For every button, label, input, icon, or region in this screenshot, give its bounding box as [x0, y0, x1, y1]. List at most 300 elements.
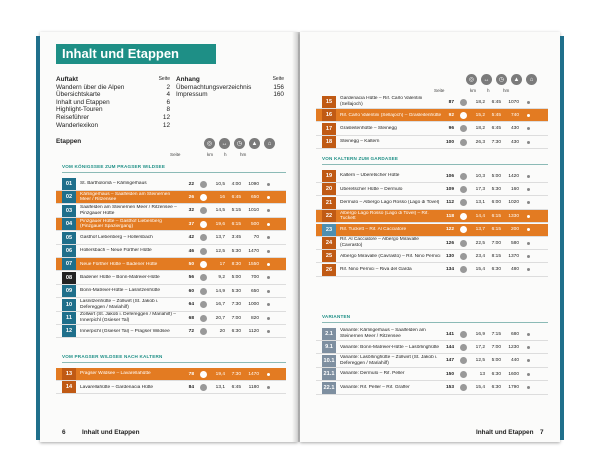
toc-entry-label: Impressum: [176, 91, 208, 99]
stage-row[interactable]: [56, 245, 286, 258]
stage-km: 13,7: [215, 235, 225, 241]
hut-icon: [527, 127, 530, 130]
stage-name: Lavarellahütte – Gardenacia Hütte: [80, 384, 154, 390]
stage-number: 26: [322, 264, 336, 276]
col-h: h: [487, 88, 490, 93]
hut-icon: [267, 386, 270, 389]
stage-page: 153: [445, 385, 454, 391]
stages-title: Etappen: [56, 138, 82, 145]
footer-title: Inhalt und Etappen: [82, 429, 140, 436]
stage-km: 14,9: [215, 288, 225, 294]
stage-km: 10,5: [215, 181, 225, 187]
toc-entry-label: Highlight-Touren: [56, 106, 103, 114]
stage-name: St. Bartholomä – Kärlingerhaus: [80, 181, 147, 187]
stage-number: 06: [62, 245, 76, 257]
stage-ascent: 1180: [248, 384, 259, 390]
stage-hours: 6:15: [231, 221, 241, 227]
stage-page: 118: [446, 213, 454, 219]
stage-name: Pragser Wildsee – Lavarellahütte: [80, 371, 151, 377]
stage-km: 10,3: [475, 173, 485, 179]
stage-row[interactable]: [316, 96, 548, 109]
difficulty-icon: [200, 328, 207, 335]
stage-number: 12: [62, 325, 76, 337]
stage-km: 13: [479, 371, 485, 377]
hut-icon: [527, 346, 530, 349]
stage-page: 56: [188, 275, 194, 281]
difficulty-icon: [460, 266, 467, 273]
stage-page: 141: [445, 331, 454, 337]
stage-km: 17,3: [475, 186, 485, 192]
stage-ascent: 430: [510, 126, 519, 132]
stage-hours: 5:45: [491, 112, 501, 118]
hut-icon: [527, 242, 530, 245]
stage-page: 46: [188, 248, 194, 254]
toc-entry[interactable]: [56, 106, 170, 114]
difficulty-icon: [460, 331, 467, 338]
toc-entry[interactable]: [176, 91, 284, 99]
stage-km: 13,7: [475, 227, 485, 233]
stage-km: 16,7: [215, 302, 225, 308]
stage-name: Neue Fürther Hütte – Badener Hütte: [80, 261, 158, 267]
toc-entry-page: 2: [166, 83, 170, 91]
stage-row[interactable]: [56, 218, 286, 231]
difficulty-icon: [460, 357, 467, 364]
hut-icon: [527, 101, 530, 104]
group-heading-1: VOM KÖNIGSSEE ZUM PRAGSER WILDSEE: [62, 164, 166, 169]
stage-ascent: 430: [510, 139, 519, 145]
stage-hours: 6:30: [491, 267, 501, 273]
toc-entry-page: 12: [162, 113, 170, 121]
toc-anhang: [176, 76, 284, 99]
toc-entry-page: 6: [166, 98, 170, 106]
stage-ascent: 700: [250, 275, 259, 281]
stage-row[interactable]: [316, 197, 548, 210]
hut-icon: [527, 215, 530, 218]
stage-ascent: 1230: [508, 344, 519, 350]
right-page: [300, 32, 560, 442]
stage-page: 37: [188, 221, 194, 227]
stage-row[interactable]: [316, 170, 548, 183]
open-book: [40, 32, 560, 444]
stage-hours: 5:00: [231, 275, 241, 281]
stage-ascent: 1600: [508, 371, 519, 377]
stage-name: Steinegg – Kaltern: [340, 139, 380, 145]
stage-row[interactable]: [316, 237, 548, 250]
stage-hours: 7:00: [491, 240, 501, 246]
stage-name: Pinzgauer Hütte – Gasthof Liebenberg (Pinzgauer Spaziergang): [80, 218, 162, 230]
stage-number: 03: [62, 205, 76, 217]
stage-number: 19: [322, 170, 336, 182]
stage-name: Innerpichl (Gsieser Tal) – Pragser Wildsee: [80, 328, 170, 334]
stage-name: Bonn-Matreier-Hütte – Lasnitzenhütte: [80, 288, 160, 294]
stage-hours: 6:30: [231, 328, 241, 334]
stage-page: 96: [448, 126, 454, 132]
stage-ascent: 480: [510, 267, 519, 273]
stage-name: Variante: Bonn-Matreier-Hütte – Lasörlinghütte: [340, 344, 440, 350]
stage-row[interactable]: [316, 341, 548, 354]
stage-km: 26,3: [475, 139, 485, 145]
stage-page: 122: [445, 227, 454, 233]
divider: [62, 362, 286, 363]
toc-auftakt: [56, 76, 170, 129]
footer-title: Inhalt und Etappen: [476, 429, 534, 436]
stage-hours: 6:45: [491, 126, 501, 132]
stage-km: 14,4: [475, 213, 485, 219]
toc-entry-label: Übernachtungsverzeichnis: [176, 83, 252, 91]
toc-entry-label: Inhalt und Etappen: [56, 98, 110, 106]
hut-icon: [527, 228, 530, 231]
stage-name: Albergo Lago Rosso (Lago di Tovel) – Rif. Tuckett: [340, 210, 429, 222]
stage-page: 72: [188, 328, 194, 334]
stage-number: 10.1: [322, 355, 336, 367]
stage-km: 18,2: [475, 99, 485, 105]
stage-hours: 7:15: [491, 331, 501, 337]
stage-km: 14,5: [215, 208, 225, 214]
toc-col-seite: Seite: [158, 76, 170, 82]
stage-km: 19,4: [215, 371, 225, 377]
stage-km: 20,7: [215, 315, 225, 321]
stage-km: 20: [219, 328, 225, 334]
hut-icon: [267, 209, 270, 212]
toc-entry-label: Wandern über die Alpen: [56, 83, 125, 91]
stage-name: Rif. Tuckett – Rif. Al Cacciatore: [340, 226, 407, 232]
group-heading-3: VON KALTERN ZUM GARDASEE: [322, 156, 399, 161]
stage-ascent: 160: [510, 186, 519, 192]
hut-icon: [527, 359, 530, 362]
stage-number: 22: [322, 210, 336, 222]
stage-hours: 5:00: [491, 173, 501, 179]
col-seite: Seite: [170, 152, 181, 157]
stage-ascent: 1790: [508, 385, 519, 391]
stage-row[interactable]: [316, 210, 548, 223]
stage-ascent: 1020: [508, 200, 519, 206]
difficulty-icon: [200, 181, 207, 188]
hut-icon: [267, 317, 270, 320]
toc-entry[interactable]: [56, 99, 170, 107]
stage-hours: 7:30: [231, 302, 241, 308]
ascent-icon: ▲: [511, 74, 522, 85]
stage-ascent: 580: [510, 240, 519, 246]
difficulty-icon: [200, 234, 207, 241]
stage-name: Variante: Dermulo – Rif. Peller: [340, 371, 405, 377]
stage-name: Gardenacia Hütte – Rif. Carlo Valentini (Sellajoch): [340, 96, 423, 107]
hut-icon: [527, 201, 530, 204]
divider: [322, 164, 548, 165]
stage-number: 14: [62, 381, 76, 393]
stage-hours: 8:30: [231, 261, 241, 267]
difficulty-icon: [460, 112, 467, 119]
stage-number: 9.1: [322, 341, 336, 353]
difficulty-icon: [200, 384, 207, 391]
ascent-icon: ▲: [249, 138, 260, 149]
group-heading-2: VOM PRAGSER WILDSEE NACH KALTERN: [62, 354, 163, 359]
stage-km: 16: [219, 194, 225, 200]
time-icon: ◷: [496, 74, 507, 85]
stage-number: 01: [62, 178, 76, 190]
stage-page: 92: [448, 112, 454, 118]
stage-hours: 7:30: [491, 139, 501, 145]
difficulty-icon: [460, 226, 467, 233]
toc-entry-page: 4: [166, 91, 170, 99]
stage-page: 144: [445, 344, 454, 350]
stage-page: 32: [188, 208, 194, 214]
divider: [322, 322, 548, 323]
stage-number: 08: [62, 272, 76, 284]
hut-icon: [267, 330, 270, 333]
hut-icon: [267, 373, 270, 376]
stage-ascent: 1090: [248, 181, 259, 187]
toc-entry-page: 160: [273, 91, 284, 99]
group-heading-4: VARIANTEN: [322, 314, 351, 319]
stage-row[interactable]: [56, 285, 286, 298]
stage-number: 23: [322, 224, 336, 236]
stage-page: 147: [445, 358, 454, 364]
stage-km: 15,2: [475, 112, 485, 118]
col-hm: hm: [240, 152, 247, 157]
stage-hours: 3:45: [231, 235, 241, 241]
difficulty-icon: [460, 240, 467, 247]
hut-icon: [267, 196, 270, 199]
stage-page: 78: [188, 371, 194, 377]
difficulty-icon: [460, 384, 467, 391]
hut-icon: [527, 386, 530, 389]
right-page-edge: [560, 36, 564, 440]
stage-hours: 6:45: [231, 194, 241, 200]
hut-icon: [267, 223, 270, 226]
stage-name: Saalfelden am Steinernen Meer / Ritzensee – Pinzgauer Hütte: [80, 205, 177, 216]
stage-km: 23,4: [475, 253, 485, 259]
stage-row[interactable]: [316, 250, 548, 263]
stage-page: 60: [188, 288, 194, 294]
page-title: Inhalt und Etappen: [56, 44, 216, 64]
hut-icon: ⌂: [526, 74, 537, 85]
difficulty-icon: [460, 139, 467, 146]
stage-ascent: 740: [510, 112, 519, 118]
stage-number: 09: [62, 285, 76, 297]
distance-icon: ↔: [219, 138, 230, 149]
stage-name: Grasleitenhütte – Steinegg: [340, 126, 397, 131]
stage-page: 106: [445, 173, 454, 179]
stage-page: 126: [445, 240, 454, 246]
difficulty-icon: [200, 207, 207, 214]
stage-name: Variante: Rif. Peller – Rif. Graffer: [340, 384, 410, 390]
stage-row[interactable]: [316, 382, 548, 395]
hut-icon: [527, 373, 530, 376]
stage-number: 07: [62, 258, 76, 270]
toc-entry-page: 12: [162, 121, 170, 129]
time-icon: ◷: [234, 138, 245, 149]
hut-icon: [527, 188, 530, 191]
stage-number: 2.1: [322, 328, 336, 340]
stage-km: 13,1: [215, 384, 225, 390]
divider: [62, 172, 286, 173]
stage-page: 130: [445, 253, 454, 259]
stage-name: Hollersbach – Neue Fürther Hütte: [80, 248, 152, 254]
stage-number: 16: [322, 109, 336, 121]
stage-hours: 7:00: [231, 315, 241, 321]
stage-ascent: 1120: [248, 328, 259, 334]
stage-row[interactable]: [316, 136, 548, 149]
stage-row[interactable]: [316, 123, 548, 136]
difficulty-icon: [200, 194, 207, 201]
toc-entry-page: 156: [273, 83, 284, 91]
stage-row[interactable]: [56, 232, 286, 245]
stage-row[interactable]: [316, 264, 548, 277]
toc-anhang-heading: Anhang: [176, 76, 200, 83]
difficulty-icon: [460, 371, 467, 378]
stage-row[interactable]: [316, 224, 548, 237]
col-km: km: [207, 152, 214, 157]
stage-page: 112: [446, 200, 454, 206]
difficulty-icon: [460, 199, 467, 206]
stage-number: 17: [322, 123, 336, 135]
hut-icon: [527, 175, 530, 178]
stage-number: 15: [322, 96, 336, 108]
stage-row[interactable]: [56, 381, 286, 394]
stage-name: Badener Hütte – Bonn-Matreier-Hütte: [80, 275, 160, 280]
stage-name: Überetscher Hütte – Dermulo: [340, 186, 403, 192]
difficulty-icon: [460, 344, 467, 351]
difficulty-icon: [200, 288, 207, 295]
hut-icon: [527, 114, 530, 117]
stage-hours: 6:30: [491, 371, 501, 377]
stage-km: 12,5: [475, 358, 485, 364]
stage-row[interactable]: [316, 109, 548, 122]
hut-icon: [527, 255, 530, 258]
stage-ascent: 650: [250, 288, 259, 294]
stage-row[interactable]: [56, 368, 286, 381]
stage-ascent: 1470: [248, 371, 259, 377]
stage-row[interactable]: [56, 325, 286, 338]
toc-entry[interactable]: [56, 122, 170, 130]
stage-name: Kaltern – Überetscher Hütte: [340, 173, 400, 179]
left-page-edge: [36, 36, 40, 440]
toc-entry[interactable]: [176, 84, 284, 92]
stage-row[interactable]: [56, 178, 286, 191]
stage-number: 25: [322, 250, 336, 262]
stage-name: Kärlingerhaus – Saalfelden am Steinernen Meer / Ritzensee: [80, 191, 171, 203]
footer-page-number: 7: [540, 429, 544, 436]
stage-hours: 6:45: [231, 384, 241, 390]
difficulty-icon: [200, 301, 207, 308]
toc-entry-page: 8: [166, 106, 170, 114]
col-seite: Seite: [434, 88, 445, 93]
stage-page: 134: [445, 267, 454, 273]
toc-col-seite: Seite: [272, 76, 284, 82]
stage-km: 16,9: [475, 331, 485, 337]
stage-row[interactable]: [56, 272, 286, 285]
difficulty-icon: [460, 253, 467, 260]
left-page: [40, 32, 298, 442]
difficulty-icon: ◎: [466, 74, 477, 85]
stage-number: 21.1: [322, 368, 336, 380]
stage-hours: 8:15: [491, 253, 501, 259]
stage-hours: 6:15: [491, 227, 501, 233]
stage-page: 84: [188, 384, 194, 390]
stage-km: 9,2: [218, 275, 225, 281]
stage-hours: 6:15: [491, 213, 501, 219]
hut-icon: [267, 250, 270, 253]
stage-km: 18,2: [475, 126, 485, 132]
stage-ascent: 500: [250, 221, 259, 227]
stage-number: 11: [62, 312, 76, 324]
stage-hours: 5:30: [491, 186, 501, 192]
difficulty-icon: [200, 221, 207, 228]
toc-entry[interactable]: [56, 91, 170, 99]
stage-row[interactable]: [316, 183, 548, 196]
stage-ascent: 440: [510, 358, 519, 364]
stage-row[interactable]: [56, 299, 286, 312]
stage-number: 02: [62, 191, 76, 203]
difficulty-icon: ◎: [204, 138, 215, 149]
stage-km: 17,2: [475, 344, 485, 350]
stage-km: 15,4: [475, 385, 485, 391]
toc-entry[interactable]: [56, 114, 170, 122]
stage-row[interactable]: [56, 312, 286, 325]
stage-hours: 6:45: [491, 99, 501, 105]
difficulty-icon: [460, 125, 467, 132]
stage-page: 68: [188, 315, 194, 321]
stage-row[interactable]: [316, 355, 548, 368]
col-km: km: [470, 88, 477, 93]
stage-number: 20: [322, 183, 336, 195]
toc-entry-label: Wanderlexikon: [56, 121, 99, 129]
difficulty-icon: [200, 261, 207, 268]
col-h: h: [224, 152, 227, 157]
stage-row[interactable]: [56, 191, 286, 204]
stage-km: 13,1: [475, 200, 485, 206]
stage-page: 22: [188, 181, 194, 187]
hut-icon: [527, 268, 530, 271]
stage-ascent: 820: [250, 315, 259, 321]
stage-ascent: 650: [250, 194, 259, 200]
stage-name: Gasthof Liebenberg – Hollersbach: [80, 234, 153, 240]
stage-number: 04: [62, 218, 76, 230]
stage-page: 42: [188, 235, 194, 241]
hut-icon: [267, 263, 270, 266]
hut-icon: [267, 276, 270, 279]
stage-hours: 5:15: [231, 208, 241, 214]
hut-icon: ⌂: [264, 138, 275, 149]
stage-ascent: 1370: [508, 253, 519, 259]
stage-row[interactable]: [56, 258, 286, 271]
difficulty-icon: [200, 248, 207, 255]
stage-hours: 7:00: [491, 344, 501, 350]
stage-page: 150: [445, 371, 454, 377]
stage-row[interactable]: [56, 205, 286, 218]
difficulty-icon: [460, 99, 467, 106]
stage-number: 21: [322, 197, 336, 209]
stage-row[interactable]: [316, 328, 548, 341]
stage-name: Variante: Kärlingerhaus – Saalfelden am Steinernen Meer / Ritzensee: [340, 328, 426, 339]
stage-name: Zollwirt (St. Jakob i. Defereggen / Mariahilf) – Innerpichl (Gsieser Tal): [80, 312, 176, 323]
stage-ascent: 1000: [248, 302, 259, 308]
stage-ascent: 200: [510, 227, 519, 233]
stage-ascent: 1330: [508, 213, 519, 219]
stage-page: 64: [188, 302, 194, 308]
stage-row[interactable]: [316, 368, 548, 381]
stage-ascent: 1070: [508, 99, 519, 105]
hut-icon: [267, 183, 270, 186]
stage-number: 24: [322, 237, 336, 249]
stage-page: 26: [188, 194, 194, 200]
stage-number: 10: [62, 299, 76, 311]
stage-name: Albergo Miravalle (Cavrasto) – Rif. Nino Pernici: [340, 253, 441, 259]
stage-number: 13: [62, 368, 76, 380]
distance-icon: ↔: [481, 74, 492, 85]
difficulty-icon: [460, 213, 467, 220]
left-column-icons: [204, 138, 279, 149]
